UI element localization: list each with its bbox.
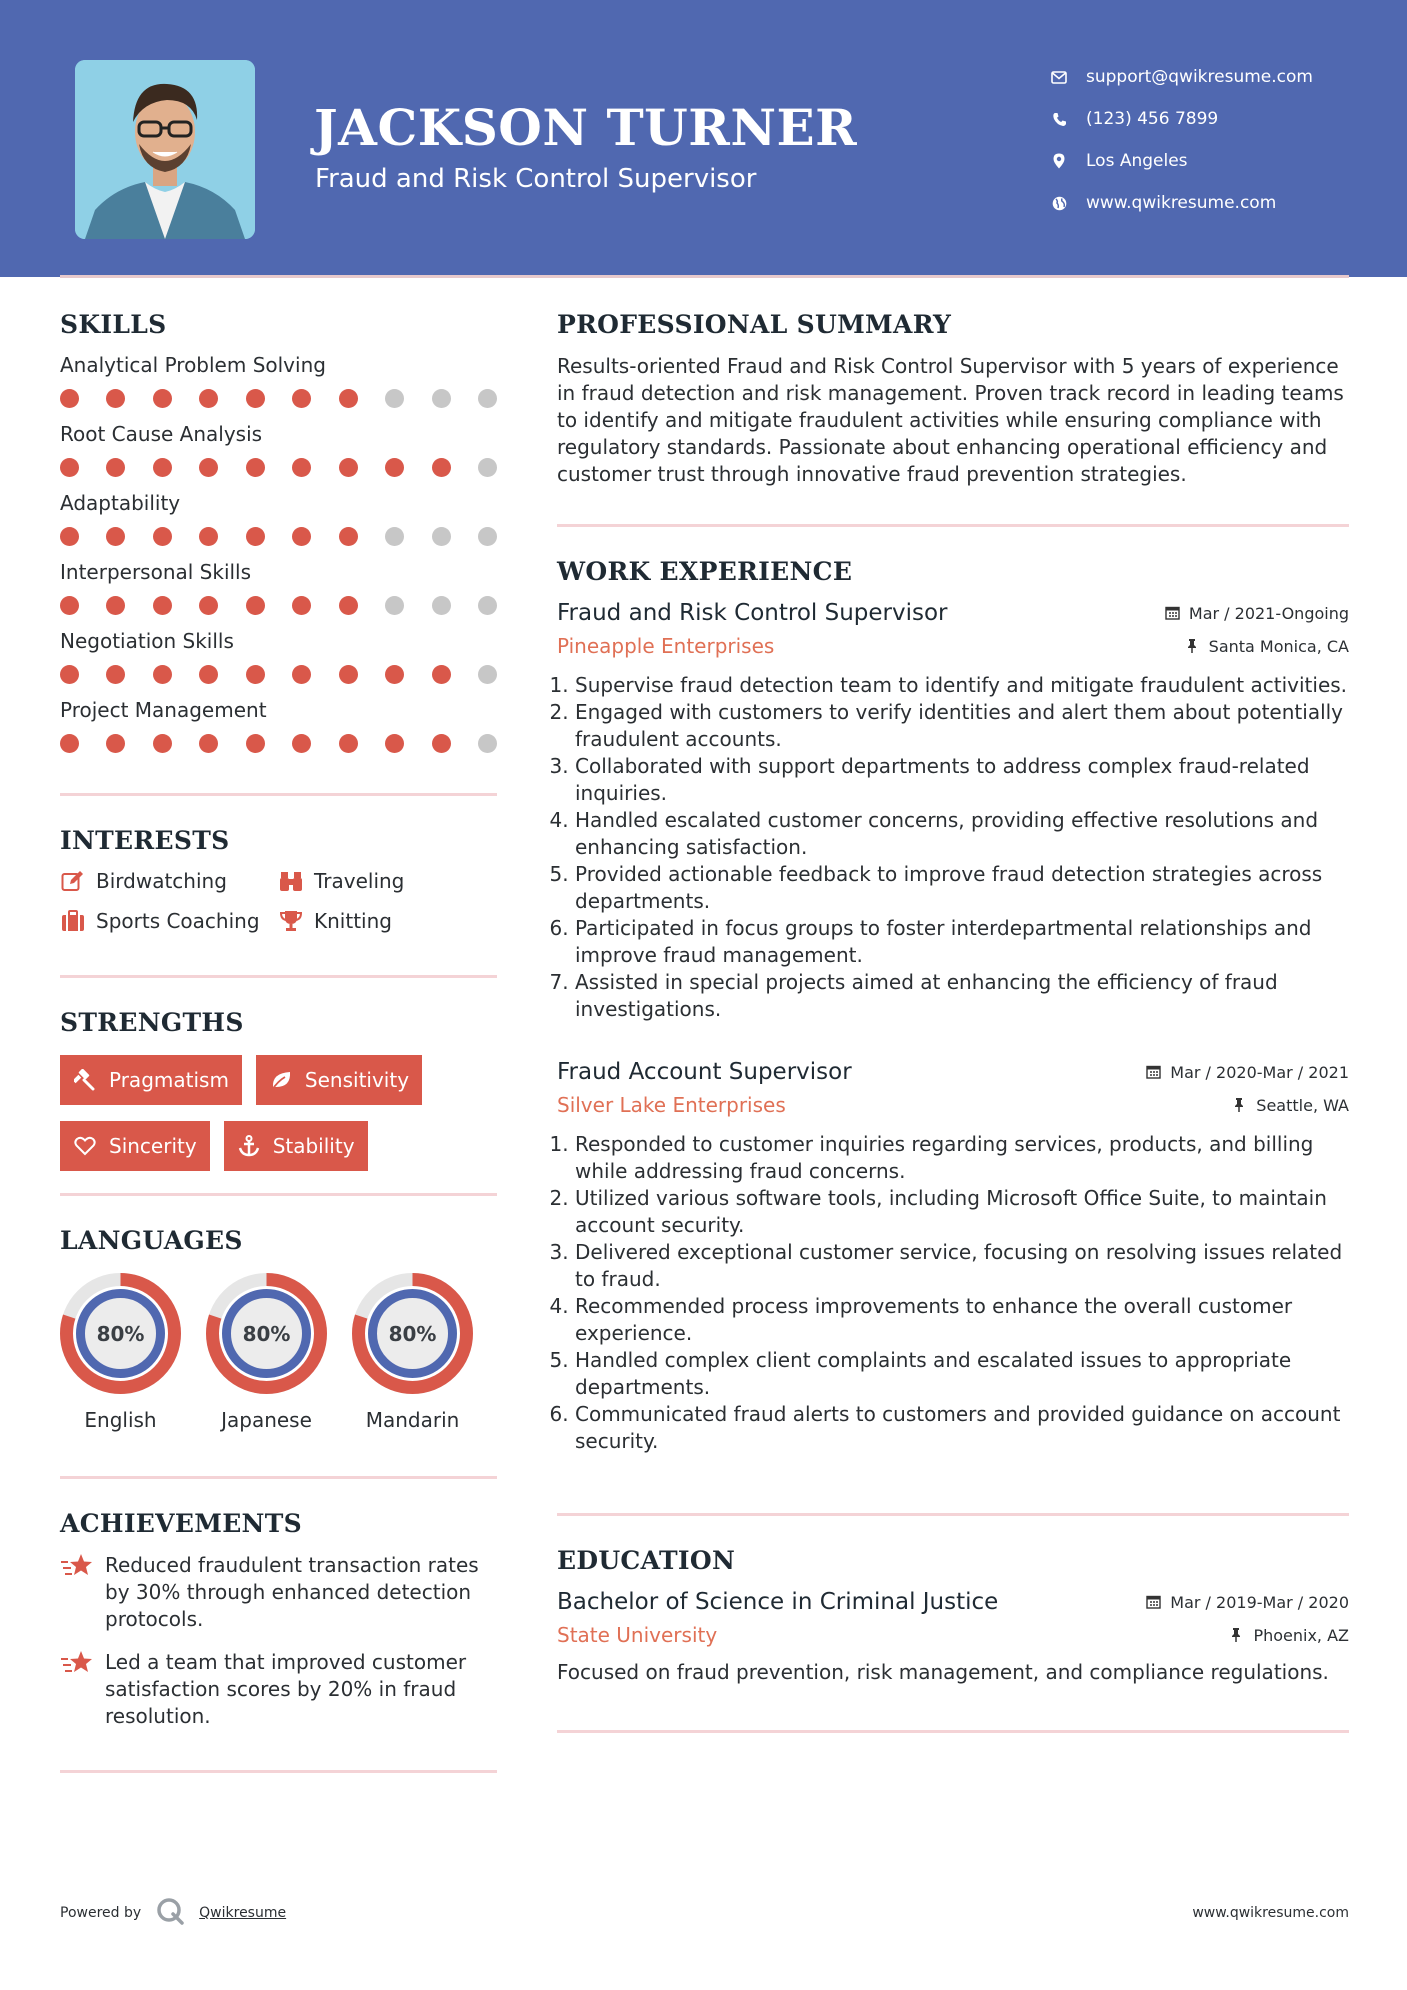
star-award-icon	[60, 1552, 94, 1582]
rating-dot-filled	[199, 734, 218, 753]
rating-dot-filled	[339, 596, 358, 615]
gavel-icon	[73, 1068, 97, 1092]
skill-rating	[60, 527, 497, 546]
section-divider	[60, 793, 497, 796]
rating-dot-empty	[432, 527, 451, 546]
responsibility-item: 1. Supervise fraud detection team to identify and mitigate fraudulent activities.	[575, 672, 1349, 699]
rating-dot-filled	[60, 458, 79, 477]
left-column	[60, 310, 497, 1773]
rating-dot-filled	[385, 734, 404, 753]
rating-dot-filled	[199, 458, 218, 477]
pushpin-icon	[1185, 638, 1201, 654]
job-location-text: Seattle, WA	[1256, 1095, 1349, 1115]
pencil-icon	[60, 869, 86, 893]
rating-dot-filled	[199, 665, 218, 684]
skill-name: Analytical Problem Solving	[60, 353, 326, 377]
anchor-icon	[237, 1134, 261, 1158]
contact-website[interactable]	[1050, 182, 1313, 224]
skill-rating	[60, 389, 497, 408]
contact-email[interactable]	[1050, 56, 1313, 98]
job-responsibilities	[557, 672, 1349, 1023]
rating-dot-filled	[246, 458, 265, 477]
rating-dot-filled	[106, 389, 125, 408]
heart-icon	[73, 1134, 97, 1158]
interest-label: Knitting	[314, 909, 392, 933]
responsibility-item: 6. Participated in focus groups to foster interdepartmental relationships and improve fraud management.	[575, 915, 1349, 969]
leaf-icon	[269, 1068, 293, 1092]
language-item	[60, 1273, 181, 1432]
pushpin-icon	[1232, 1097, 1248, 1113]
rating-dot-filled	[153, 389, 172, 408]
calendar-icon	[1146, 1594, 1162, 1610]
strength-tag	[60, 1121, 210, 1171]
language-donut	[206, 1273, 327, 1394]
rating-dot-filled	[339, 665, 358, 684]
skill-rating	[60, 596, 497, 615]
strength-label: Pragmatism	[109, 1068, 229, 1092]
skill-rating	[60, 734, 497, 753]
education-entry	[557, 1589, 1349, 1686]
responsibility-item: 2. Utilized various software tools, including Microsoft Office Suite, to maintain account security.	[575, 1185, 1349, 1239]
skill-item	[60, 629, 497, 684]
rating-dot-empty	[478, 458, 497, 477]
rating-dot-filled	[292, 527, 311, 546]
skill-item	[60, 422, 497, 477]
rating-dot-filled	[199, 596, 218, 615]
rating-dot-filled	[385, 458, 404, 477]
phone-icon	[1050, 110, 1068, 128]
responsibility-item: 1. Responded to customer inquiries regarding services, products, and billing while addressing fraud concerns.	[575, 1131, 1349, 1185]
contact-list	[1050, 56, 1313, 224]
skill-name: Interpersonal Skills	[60, 560, 252, 584]
rating-dot-filled	[106, 665, 125, 684]
footer-website[interactable]: www.qwikresume.com	[1192, 1905, 1349, 1921]
rating-dot-filled	[60, 596, 79, 615]
contact-phone-text: (123) 456 7899	[1086, 109, 1219, 129]
star-award-icon	[60, 1649, 94, 1679]
rating-dot-filled	[339, 458, 358, 477]
languages-title: LANGUAGES	[60, 1226, 243, 1255]
profile-photo	[75, 60, 255, 239]
education-location	[1229, 1626, 1349, 1645]
rating-dot-filled	[292, 734, 311, 753]
rating-dot-empty	[478, 665, 497, 684]
interest-item	[60, 909, 278, 933]
rating-dot-filled	[246, 665, 265, 684]
rating-dot-filled	[432, 665, 451, 684]
rating-dot-empty	[478, 596, 497, 615]
language-item	[206, 1273, 327, 1432]
company-name: Silver Lake Enterprises	[557, 1093, 786, 1117]
strengths-section	[60, 1008, 497, 1171]
rating-dot-filled	[292, 458, 311, 477]
interests-section	[60, 826, 497, 933]
education-description: Focused on fraud prevention, risk management, and compliance regulations.	[557, 1660, 1329, 1684]
powered-by-text: Powered by	[60, 1905, 142, 1921]
qwikresume-link[interactable]: Qwikresume	[199, 1905, 287, 1921]
skill-item	[60, 698, 497, 753]
contact-location-text: Los Angeles	[1086, 151, 1188, 171]
strength-label: Sincerity	[109, 1134, 197, 1158]
language-percent: 80%	[388, 1321, 437, 1346]
summary-section	[557, 310, 1349, 488]
rating-dot-filled	[246, 527, 265, 546]
section-divider	[60, 1476, 497, 1479]
interests-title: INTERESTS	[60, 826, 230, 855]
rating-dot-empty	[432, 596, 451, 615]
job-responsibilities	[557, 1131, 1349, 1455]
location-pin-icon	[1050, 152, 1068, 170]
achievement-text: Reduced fraudulent transaction rates by 30% through enhanced detection protocols.	[105, 1553, 479, 1631]
responsibility-item: 7. Assisted in special projects aimed at enhancing the efficiency of fraud investigations.	[575, 969, 1349, 1023]
language-name: Japanese	[221, 1408, 312, 1432]
interest-label: Traveling	[314, 869, 405, 893]
rating-dot-filled	[339, 389, 358, 408]
responsibility-item: 3. Collaborated with support departments to address complex fraud-related inquiries.	[575, 753, 1349, 807]
resume-header	[0, 0, 1407, 277]
contact-phone[interactable]	[1050, 98, 1313, 140]
skill-name: Root Cause Analysis	[60, 422, 263, 446]
rating-dot-filled	[60, 527, 79, 546]
section-divider	[60, 1770, 497, 1773]
candidate-name: JACKSON TURNER	[314, 98, 858, 157]
rating-dot-filled	[432, 458, 451, 477]
interest-label: Sports Coaching	[96, 909, 260, 933]
interests-list	[60, 869, 497, 933]
degree-name: Bachelor of Science in Criminal Justice	[557, 1589, 999, 1615]
section-divider	[557, 1730, 1349, 1733]
company-name: Pineapple Enterprises	[557, 634, 775, 658]
envelope-icon	[1050, 68, 1068, 86]
pushpin-icon	[1229, 1627, 1245, 1643]
rating-dot-filled	[153, 458, 172, 477]
experience-section	[557, 557, 1349, 1455]
interest-label: Birdwatching	[96, 869, 227, 893]
language-percent: 80%	[242, 1321, 291, 1346]
language-donut	[352, 1273, 473, 1394]
skill-rating	[60, 458, 497, 477]
rating-dot-filled	[106, 527, 125, 546]
job-dates	[1146, 1063, 1349, 1082]
experience-title: WORK EXPERIENCE	[557, 557, 853, 586]
job-title: Fraud Account Supervisor	[557, 1059, 852, 1085]
skill-name: Negotiation Skills	[60, 629, 234, 653]
contact-location	[1050, 140, 1313, 182]
summary-text: Results-oriented Fraud and Risk Control Supervisor with 5 years of experience in fraud detection and risk management. Proven track record in leading teams to identify and mitigate fraudulent activities while ensuring compliance with regulatory standards. Passionate about enhancing operational efficiency and customer trust through innovative fraud prevention strategies.	[557, 354, 1344, 486]
strength-tag	[256, 1055, 422, 1105]
rating-dot-filled	[106, 458, 125, 477]
rating-dot-filled	[292, 665, 311, 684]
rating-dot-filled	[153, 527, 172, 546]
responsibility-item: 5. Provided actionable feedback to improve fraud detection strategies across departments.	[575, 861, 1349, 915]
rating-dot-filled	[199, 527, 218, 546]
strengths-title: STRENGTHS	[60, 1008, 244, 1037]
section-divider	[557, 524, 1349, 527]
trophy-icon	[278, 909, 304, 933]
job-location-text: Santa Monica, CA	[1208, 636, 1349, 656]
skill-item	[60, 353, 497, 408]
rating-dot-filled	[292, 596, 311, 615]
footer	[60, 1898, 1349, 1928]
rating-dot-filled	[246, 389, 265, 408]
binoculars-icon	[278, 869, 304, 893]
achievements-section	[60, 1509, 497, 1730]
education-title: EDUCATION	[557, 1546, 736, 1575]
responsibility-item: 2. Engaged with customers to verify identities and alert them about potentially fraudulent accounts.	[575, 699, 1349, 753]
calendar-icon	[1146, 1064, 1162, 1080]
job-dates-text: Mar / 2021-Ongoing	[1188, 603, 1349, 623]
skill-name: Adaptability	[60, 491, 181, 515]
skills-section	[60, 310, 497, 753]
briefcase-icon	[60, 909, 86, 933]
responsibility-item: 4. Recommended process improvements to enhance the overall customer experience.	[575, 1293, 1349, 1347]
rating-dot-filled	[60, 734, 79, 753]
achievement-item	[60, 1649, 497, 1730]
responsibility-item: 5. Handled complex client complaints and escalated issues to appropriate departments.	[575, 1347, 1349, 1401]
rating-dot-empty	[478, 527, 497, 546]
language-item	[352, 1273, 473, 1432]
interest-item	[278, 869, 497, 893]
rating-dot-filled	[339, 527, 358, 546]
rating-dot-empty	[478, 389, 497, 408]
rating-dot-filled	[292, 389, 311, 408]
job-location	[1185, 637, 1349, 656]
job-entry	[557, 600, 1349, 1023]
rating-dot-filled	[246, 596, 265, 615]
rating-dot-filled	[106, 596, 125, 615]
rating-dot-filled	[432, 734, 451, 753]
rating-dot-filled	[153, 596, 172, 615]
interest-item	[278, 909, 497, 933]
skill-item	[60, 560, 497, 615]
strengths-list	[60, 1055, 497, 1171]
skill-item	[60, 491, 497, 546]
globe-icon	[1050, 194, 1068, 212]
skills-list	[60, 353, 497, 753]
education-section	[557, 1546, 1349, 1686]
strength-tag	[60, 1055, 242, 1105]
interest-item	[60, 869, 278, 893]
contact-website-text: www.qwikresume.com	[1086, 193, 1277, 213]
language-donut	[60, 1273, 181, 1394]
right-column	[557, 310, 1349, 1733]
rating-dot-filled	[153, 734, 172, 753]
languages-section	[60, 1226, 497, 1432]
summary-title: PROFESSIONAL SUMMARY	[557, 310, 952, 339]
languages-list	[60, 1273, 497, 1432]
rating-dot-filled	[339, 734, 358, 753]
candidate-role: Fraud and Risk Control Supervisor	[315, 164, 757, 194]
rating-dot-empty	[385, 527, 404, 546]
responsibility-item: 6. Communicated fraud alerts to customers and provided guidance on account security.	[575, 1401, 1349, 1455]
skill-name: Project Management	[60, 698, 267, 722]
strength-tag	[224, 1121, 368, 1171]
job-title: Fraud and Risk Control Supervisor	[557, 600, 948, 626]
rating-dot-empty	[478, 734, 497, 753]
responsibility-item: 4. Handled escalated customer concerns, providing effective resolutions and enhancing satisfaction.	[575, 807, 1349, 861]
rating-dot-filled	[60, 389, 79, 408]
rating-dot-filled	[199, 389, 218, 408]
job-dates-text: Mar / 2020-Mar / 2021	[1170, 1062, 1349, 1082]
education-location-text: Phoenix, AZ	[1253, 1625, 1349, 1645]
skill-rating	[60, 665, 497, 684]
language-percent: 80%	[96, 1321, 145, 1346]
rating-dot-filled	[246, 734, 265, 753]
education-dates-text: Mar / 2019-Mar / 2020	[1170, 1592, 1349, 1612]
language-name: English	[84, 1408, 157, 1432]
calendar-icon	[1165, 605, 1181, 621]
section-divider	[60, 1193, 497, 1196]
achievement-item	[60, 1552, 497, 1633]
achievement-text: Led a team that improved customer satisfaction scores by 20% in fraud resolution.	[105, 1650, 467, 1728]
strength-label: Stability	[272, 1134, 355, 1158]
strength-label: Sensitivity	[304, 1068, 410, 1092]
rating-dot-filled	[106, 734, 125, 753]
section-divider	[557, 1513, 1349, 1516]
job-entry	[557, 1059, 1349, 1455]
contact-email-text: support@qwikresume.com	[1086, 67, 1313, 87]
rating-dot-filled	[385, 665, 404, 684]
achievements-title: ACHIEVEMENTS	[60, 1509, 302, 1538]
job-location	[1232, 1096, 1349, 1115]
rating-dot-empty	[432, 389, 451, 408]
header-divider	[60, 275, 1349, 278]
rating-dot-empty	[385, 389, 404, 408]
qwikresume-logo-icon	[155, 1896, 185, 1930]
skills-title: SKILLS	[60, 310, 167, 339]
school-name: State University	[557, 1623, 718, 1647]
rating-dot-filled	[60, 665, 79, 684]
jobs-list	[557, 600, 1349, 1455]
responsibility-item: 3. Delivered exceptional customer service, focusing on resolving issues related to fraud.	[575, 1239, 1349, 1293]
language-name: Mandarin	[365, 1408, 460, 1432]
rating-dot-filled	[153, 665, 172, 684]
job-dates	[1165, 604, 1349, 623]
education-dates	[1146, 1593, 1349, 1612]
section-divider	[60, 975, 497, 978]
rating-dot-empty	[385, 596, 404, 615]
